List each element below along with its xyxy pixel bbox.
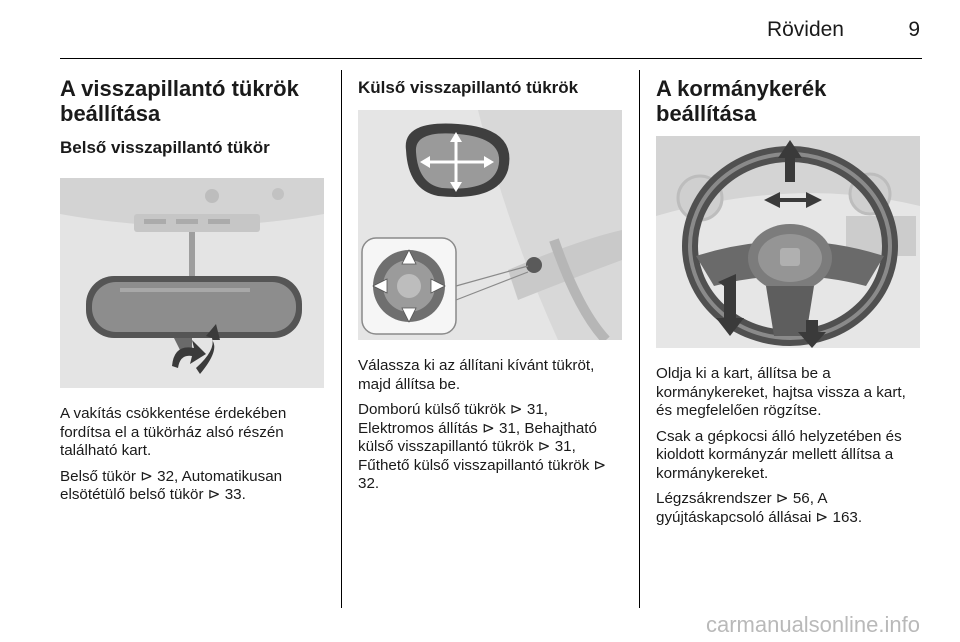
interior-mirror-illustration (60, 178, 324, 388)
column-exterior-mirrors (358, 76, 626, 494)
steering-wheel-illustration (656, 136, 920, 348)
heading-steering-adjust: A kormánykerék beállítása (656, 76, 827, 126)
subheading-interior-mirror: Belső visszapillantó tükör (60, 138, 270, 157)
subheading-exterior-mirrors: Külső visszapillantó tükrök (358, 78, 579, 97)
exterior-mirror-illustration (358, 110, 622, 340)
paragraph: Válassza ki az állítani kívánt tükröt, majd állítsa be. (358, 357, 595, 393)
column-steering-wheel (656, 76, 924, 527)
paragraph-references: Légzsákrendszer ⊳ 56, A gyújtáskapcsoló állásai ⊳ 163. (656, 490, 863, 526)
paragraph-references: Belső tükör ⊳ 32, Automatikusan elsötétülő belső tükör ⊳ 33. (60, 467, 283, 503)
paragraph: Oldja ki a kart, állítsa be a kormánykereket, hajtsa vissza a kart, és megfelelően rögzítse. (656, 365, 906, 419)
paragraph: Csak a gépkocsi álló helyzetében és kioldott kormányzár mellett állítsa a kormánykereket. (656, 427, 902, 482)
header-rule (60, 58, 922, 59)
heading-mirror-adjust: A visszapillantó tükrök beállítása (60, 76, 299, 126)
column-divider (639, 70, 640, 608)
page-number: 9 (908, 18, 920, 41)
paragraph: A vakítás csökkentése érdekében fordítsa el a tükörház alsó részén található kart. (60, 405, 287, 459)
page-header (0, 18, 960, 48)
paragraph-references: Domború külső tükrök ⊳ 31, Elektromos állítás ⊳ 31, Behajtható külső visszapillantó tükrök ⊳ 31, Fűthető külső visszapillantó tükrök ⊳ 32. (358, 401, 607, 492)
column-interior-mirror (60, 76, 328, 505)
watermark: carmanualsonline.info (705, 612, 920, 637)
column-divider (341, 70, 342, 608)
section-title: Röviden (766, 18, 844, 41)
